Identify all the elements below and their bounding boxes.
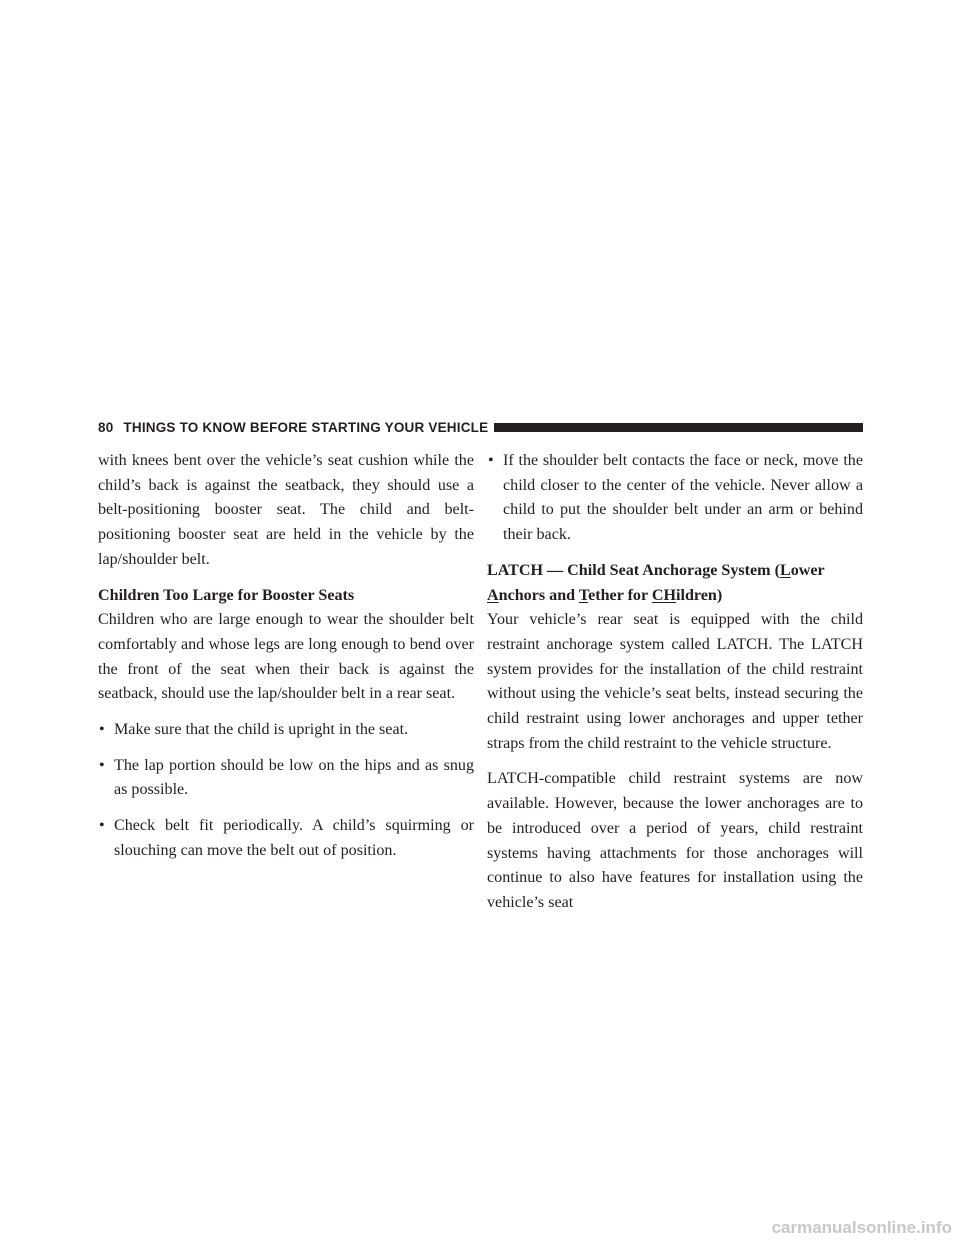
heading-part: LATCH — Child Seat Anchorage System (: [487, 561, 780, 579]
watermark: carmanualsonline.info: [771, 1218, 952, 1237]
page-header: [98, 416, 863, 438]
bullet-list: [98, 718, 474, 864]
heading-part: nchors and: [498, 586, 579, 604]
heading-underlined-letter: T: [578, 586, 589, 604]
page-number: 80: [98, 419, 114, 435]
bullet-icon: •: [99, 721, 105, 739]
section-heading-too-large: Children Too Large for Booster Seats: [98, 586, 355, 604]
list-item-text: The lap portion should be low on the hips and as snug as possible.: [114, 756, 474, 799]
intro-paragraph: with knees bent over the vehicle’s seat cushion while the child’s back is against the seatback, they should use a belt-positioning booster seat. The child and belt-positioning booster seat are held in the vehicle by the lap/shoulder belt.: [98, 452, 474, 568]
list-item: [98, 814, 474, 863]
bullet-list: [487, 449, 863, 548]
heading-part: ether for: [588, 586, 652, 604]
heading-underlined-letter: L: [779, 561, 791, 579]
heading-part: ildren): [676, 586, 723, 604]
left-column: [98, 449, 474, 875]
list-item: [98, 718, 474, 743]
bullet-icon: •: [99, 817, 105, 835]
list-item-text: Make sure that the child is upright in the seat.: [114, 721, 409, 739]
heading-part: ower: [790, 561, 825, 579]
list-item-text: If the shoulder belt contacts the face or neck, move the child closer to the center of the vehicle. Never allow a child to put the shoulder belt under an arm or behind their back.: [503, 452, 863, 544]
right-column: [487, 449, 863, 927]
bullet-icon: •: [99, 756, 105, 774]
heading-underlined-letter: CH: [651, 586, 676, 604]
body-paragraph: Children who are large enough to wear the shoulder belt comfortably and whose legs are long enough to bend over the front of the seat when their back is against the seatback, should use the lap/shoulder belt in a rear seat.: [98, 611, 474, 703]
header-rule: [494, 423, 863, 432]
list-item-text: Check belt fit periodically. A child’s squirming or slouching can move the belt out of position.: [114, 817, 474, 859]
section-title: THINGS TO KNOW BEFORE STARTING YOUR VEHICLE: [123, 419, 489, 435]
latch-paragraph-1: Your vehicle’s rear seat is equipped with the child restraint anchorage system called LATCH. The LATCH system provides for the installation of the child restraint without using the vehicle’s seat belts, instead securing the child restraint using lower anchorages and upper tether straps from the child restraint to the vehicle structure.: [487, 611, 863, 752]
bullet-icon: •: [488, 452, 494, 469]
list-item: [98, 754, 474, 803]
section-heading-latch: [487, 559, 863, 608]
latch-paragraph-2: LATCH-compatible child restraint systems are now available. However, because the lower anchorages are to be introduced over a period of years, child restraint systems having attachments for those anchorages will continue to also have features for installation using the vehicle’s seat: [487, 770, 863, 911]
list-item: [487, 449, 863, 548]
heading-underlined-letter: A: [487, 586, 499, 604]
